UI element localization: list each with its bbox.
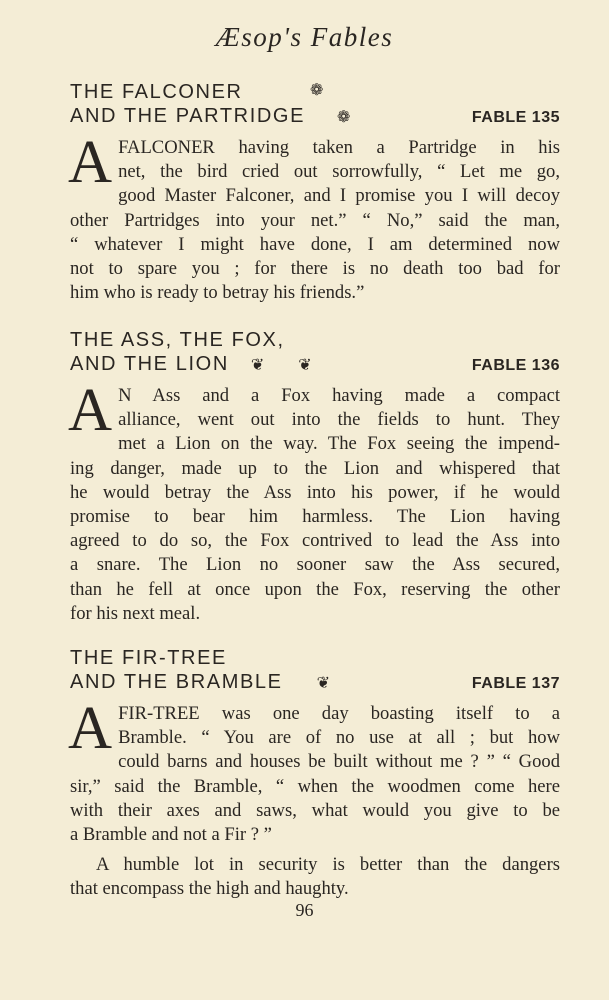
flower-ornament-icon: ❁	[337, 109, 351, 126]
fable-number: FABLE 136	[471, 357, 560, 374]
drop-cap: A	[68, 377, 113, 444]
leaf-ornament-icon: ❦	[298, 357, 312, 374]
text-line: FALCONER having taken a Partridge in his	[118, 137, 560, 158]
fable-title-text	[70, 104, 350, 130]
text-line: not to spare you ; for there is no death too bad for	[70, 258, 560, 280]
running-head: Æsop's Fables	[215, 22, 394, 52]
fable-text	[68, 129, 560, 305]
fable-title-text-2: AND THE BRAMBLE	[70, 671, 283, 693]
leaf-ornament-icon: ❦	[316, 675, 330, 692]
text-line: agreed to do so, the Fox contrived to lead the Ass into	[70, 530, 560, 552]
fable-137	[70, 646, 560, 902]
fable-moral	[70, 853, 560, 901]
text-line: a Bramble and not a Fir ? ”	[70, 824, 272, 846]
fable-title-text-2: AND THE LION	[70, 353, 229, 375]
fable-title-line-1	[70, 80, 560, 104]
drop-cap: A	[68, 695, 113, 762]
page-number: 96	[295, 900, 314, 920]
text-line: promise to bear him harmless. The Lion having	[70, 506, 560, 528]
drop-cap: A	[68, 129, 113, 196]
text-line: FIR-TREE was one day boasting itself to a	[118, 703, 560, 724]
text-line: net, the bird cried out sorrowfully, “ Let me go,	[118, 161, 560, 183]
fable-text	[68, 377, 560, 626]
text-line: good Master Falconer, and I promise you I will decoy	[118, 185, 560, 207]
fable-title-text: THE FIR-TREE	[70, 647, 227, 669]
fable-title-line-2	[70, 104, 560, 130]
text-line: he would betray the Ass into his power, if he would	[70, 481, 560, 503]
fable-title-line-1	[70, 328, 560, 352]
fable-number: FABLE 137	[471, 675, 560, 692]
fable-title-text-2: AND THE PARTRIDGE	[70, 105, 306, 127]
text-line: ing danger, made up to the Lion and whispered that	[70, 457, 560, 479]
text-line: alliance, went out into the fields to hunt. They	[118, 409, 560, 431]
text-line: that encompass the high and haughty.	[70, 878, 349, 900]
fable-title-text: THE ASS, THE FOX,	[70, 329, 285, 351]
text-line: A humble lot in security is better than the dangers	[96, 854, 560, 876]
fable-title-line-2	[70, 352, 560, 378]
text-line: Bramble. “ You are of no use at all ; but how	[118, 727, 560, 749]
text-line: a snare. The Lion no sooner saw the Ass secured,	[70, 554, 560, 576]
text-line: other Partridges into your net.” “ No,” said the man,	[70, 209, 560, 231]
fable-title-text: THE FALCONER	[70, 81, 243, 103]
text-line: than he fell at once upon the Fox, reserving the other	[70, 578, 560, 600]
text-line: sir,” said the Bramble, “ when the woodmen come here	[70, 775, 560, 797]
text-line: with their axes and saws, what would you give to be	[70, 799, 560, 821]
text-line: “ whatever I might have done, I am determined now	[70, 233, 560, 255]
fable-title-line-1	[70, 646, 560, 670]
fable-title-text	[70, 670, 330, 696]
fable-number: FABLE 135	[471, 109, 560, 126]
text-line: for his next meal.	[70, 602, 201, 624]
text-line: met a Lion on the way. The Fox seeing the impend-	[118, 433, 560, 455]
fable-title-line-2	[70, 670, 560, 696]
text-line: him who is ready to betray his friends.”	[70, 282, 365, 304]
leaf-ornament-icon: ❦	[250, 357, 265, 374]
text-line: N Ass and a Fox having made a compact	[118, 385, 560, 406]
fable-135	[70, 80, 560, 305]
fable-title-text	[70, 352, 312, 378]
fable-136	[70, 328, 560, 626]
text-line: could barns and houses be built without me ? ” “ Good	[118, 751, 560, 773]
flower-ornament-icon: ❁	[310, 82, 324, 99]
fable-text	[68, 695, 560, 847]
